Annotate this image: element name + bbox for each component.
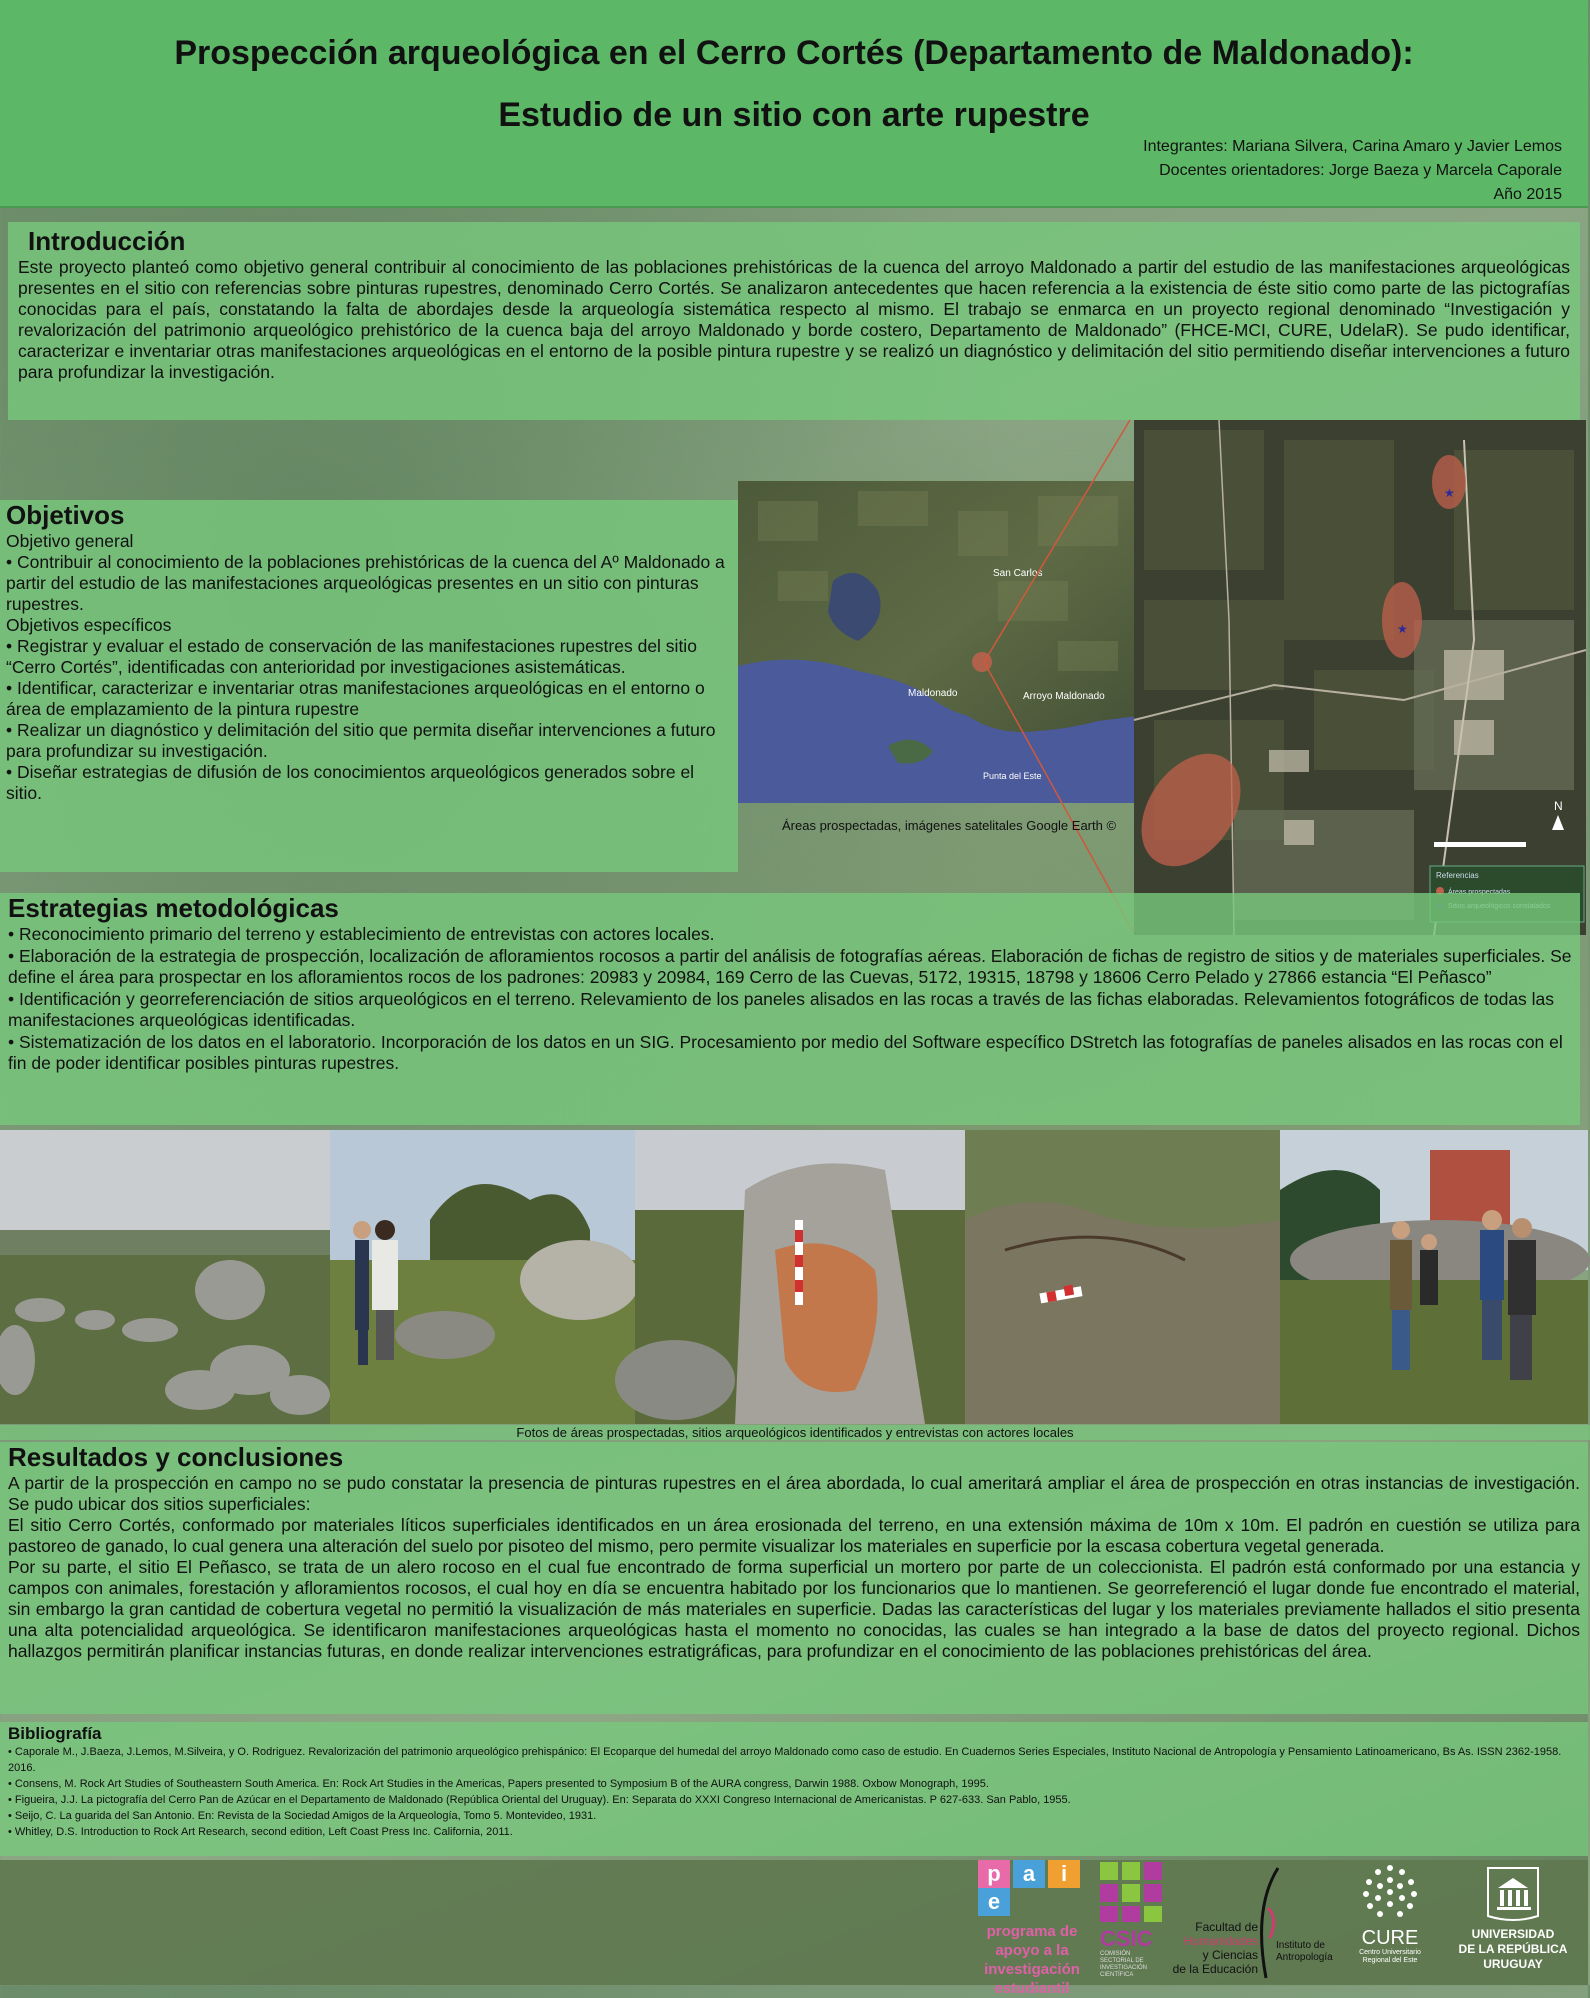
site-star-icon: ★ xyxy=(1397,622,1408,636)
paie-letter: a xyxy=(1013,1860,1045,1888)
bibliography-item: • Figueira, J.J. La pictografía del Cerro Pan de Azúcar en el Departamento de Maldonado (República Oriental del Uruguay). En: Separata do XXXI Congreso Internacional de Americanistas. P 627-633. San Pablo, 1955. xyxy=(8,1794,1071,1806)
photo-field-rocks xyxy=(0,1130,330,1424)
methods-heading: Estrategias metodológicas xyxy=(8,893,339,923)
intro-text: Este proyecto planteó como objetivo general contribuir al conocimiento de las poblaciones prehistóricas de la cuenca del arroyo Maldonado a partir del estudio de las manifestaciones arqueológicas presentes en el sitio con referencias sobre pinturas rupestres, denominado Cerro Cortés. Se analizaron antecedentes que hacen referencia a la existencia de éste sitio como parte de las pictografías conocidas para el país, constatando la falta de abordajes desde la arqueología sistemática respecto al mismo. El trabajo se enmarca en un proyecto regional denominado “Investigación y revalorización del patrimonio arqueológico prehistórico de la cuenca baja del arroyo Maldonado y borde costero, Departamento de Maldonado” (FHCE-MCI, CURE, UdelaR). Se pudo identificar, caracterizar e inventariar otras manifestaciones arqueológicas en el entorno de la posible pintura rupestre y se realizó un diagnóstico y delimitación del sitio permitiendo diseñar intervenciones a futuro para profundizar la investigación. xyxy=(18,257,1570,382)
method-item: • Identificación y georreferenciación de sitios arqueológicos en el terreno. Relevamiento de los paneles alisados en las rocas a través de las fichas elaboradas. Relevamientos fotográficos de todas las manifestaciones arqueológicas identificadas. xyxy=(8,988,1555,1030)
udelar-line2: DE LA REPÚBLICA xyxy=(1458,1942,1568,1956)
results-heading: Resultados y conclusiones xyxy=(8,1442,344,1472)
cure-logo xyxy=(1345,1862,1435,1965)
udelar-building-icon xyxy=(1484,1862,1542,1922)
docentes-text: Docentes orientadores: Jorge Baeza y Marcela Caporale xyxy=(1159,162,1562,179)
photo-painted-rock xyxy=(635,1130,965,1424)
bibliography-item: • Caporale M., J.Baeza, J.Lemos, M.Silveira, y O. Rodriguez. Revalorización del patrimonio arqueológico prehispánico: El Ecoparque del humedal del arroyo Maldonado como caso de estudio. En Cuadernos Series Especiales, Instituto Nacional de Antropología y Pensamiento Latinoamericano, Bs As. ISSN 2362-1958. 2016. xyxy=(8,1746,1562,1774)
detail-satellite-map xyxy=(1134,420,1586,935)
map-connector-lines xyxy=(980,420,1160,940)
scale-bar xyxy=(1434,842,1526,847)
instituto-text: Instituto de Antropología xyxy=(1276,1940,1333,1963)
fhce-line-c: y Ciencias xyxy=(1202,1948,1258,1962)
paie-letter: e xyxy=(978,1888,1010,1916)
bibliography-item: • Whitley, D.S. Introduction to Rock Art Research, second edition, Left Coast Press Inc. California, 2011. xyxy=(8,1826,513,1838)
fhce-line-a: Facultad de xyxy=(1195,1920,1258,1934)
results-paragraph: El sitio Cerro Cortés, conformado por materiales líticos superficiales identificados en un área erosionada del terreno, en una extensión máxima de 10m x 10m. El padrón en cuestión se utiliza para pastoreo de ganado, lo cual genera una alteración del suelo por pisoteo del mismo, pero permite visualizar los materiales en superficie por la escasa cobertura vegetal generada. xyxy=(8,1515,1580,1556)
cure-dots-icon xyxy=(1360,1862,1420,1922)
specific-objective-item: • Diseñar estrategias de difusión de los conocimientos arqueológicos generados sobre el sitio. xyxy=(6,762,695,803)
paie-letter: p xyxy=(978,1860,1010,1888)
footer-logos xyxy=(0,1860,1588,1997)
method-item: • Sistematización de los datos en el laboratorio. Incorporación de los datos en un SIG. Procesamiento por medio del Software específico DStretch las fotografías de paneles alisados en las rocas con el fin de poder identificar posibles pinturas rupestres. xyxy=(8,1031,1563,1073)
photos-caption: Fotos de áreas prospectadas, sitios arqueológicos identificados y entrevistas con actores locales xyxy=(0,1425,1590,1440)
general-objective-item: • Contribuir al conocimiento de la poblaciones prehistóricas de la cuenca del Aº Maldonado a partir del estudio de las manifestaciones arqueológicas presentes en un sitio con pinturas rupestres. xyxy=(6,552,725,614)
map-label-arroyo: Arroyo Maldonado xyxy=(1023,691,1105,702)
paie-letter: i xyxy=(1048,1860,1080,1888)
udelar-line1: UNIVERSIDAD xyxy=(1471,1927,1555,1941)
specific-objective-item: • Identificar, caracterizar e inventariar otras manifestaciones arqueológicas en el entorno o área de emplazamiento de la pintura rupestre xyxy=(6,678,705,719)
cure-name: CURE xyxy=(1361,1927,1419,1949)
csic-mark-icon xyxy=(1100,1862,1162,1922)
intro-section xyxy=(8,222,1580,420)
results-paragraph: A partir de la prospección en campo no se pudo constatar la presencia de pinturas rupestres en el área abordada, lo cual ameritará ampliar el área de prospección en otras instancias de investigación. Se pudo ubicar dos sitios superficiales: xyxy=(8,1473,1580,1514)
poster-title-line2: Estudio de un sitio con arte rupestre xyxy=(498,96,1090,134)
specific-objective-item: • Realizar un diagnóstico y delimitación del sitio que permita diseñar intervenciones a futuro para profundizar su investigación. xyxy=(6,720,716,761)
prospected-area-1 xyxy=(1432,455,1466,509)
map-caption: Áreas prospectadas, imágenes satelitales Google Earth © xyxy=(782,818,1117,833)
detail-map-image xyxy=(1134,420,1586,935)
photo-erosion-site xyxy=(965,1130,1280,1424)
bibliography-item: • Consens, M. Rock Art Studies of Southeastern South America. En: Rock Art Studies in the Americas, Papers presented to Symposium B of the AURA congress, Darwin 1988. Oxbow Monograph, 1995. xyxy=(8,1778,989,1790)
north-label: N xyxy=(1554,799,1563,813)
general-objective-label: Objetivo general xyxy=(6,531,134,551)
year-text: Año 2015 xyxy=(1493,186,1562,203)
csic-subtitle: COMISIÓN SECTORIAL DE INVESTIGACIÓN CIENTÍFICA xyxy=(1100,1951,1148,1978)
photo-interview xyxy=(1280,1130,1588,1424)
poster-title-line1: Prospección arqueológica en el Cerro Cortés (Departamento de Maldonado): xyxy=(174,34,1414,72)
specific-objectives-label: Objetivos específicos xyxy=(6,615,172,635)
results-paragraph: Por su parte, el sitio El Peñasco, se trata de un alero rocoso en el cual fue encontrado de forma superficial un mortero por parte de un coleccionista. El padrón está conformado por una estancia y campos con animales, forestación y afloramientos rocosos, el cual hoy en día se encuentra habitado por los funcionarios que lo mantienen. Se georreferenció el lugar donde fue encontrado el material, sin embargo la gran cantidad de cobertura vegetal no permitió la visualización de más materiales en superficie. Dadas las características del lugar y los materiales previamente hallados el sitio presenta una alta potencialidad arqueológica. Se identificaron manifestaciones arqueológicas hasta el momento no conocidas, las cuales se han integrado a la base de datos del proyecto regional. Dichos hallazgos permitirán planificar instancias futuras, en donde realizar intervenciones estratigráficas, para profundizar en el conocimiento de las poblaciones prehistóricas del área. xyxy=(8,1557,1580,1661)
prospected-area-2 xyxy=(1382,582,1422,658)
bibliography-heading: Bibliografía xyxy=(8,1724,102,1743)
method-item: • Elaboración de la estrategia de prospección, localización de afloramientos rocosos a partir del análisis de fotografías aéreas. Elaboración de fichas de registro de sitios y de materiales superficiales. Se define el área para prospectar en los afloramientos rocos de los padrones: 20983 y 20984, 169 Cerro de las Cuevas, 5172, 19315, 18798 y 18606 Cerro Pelado y 27866 estancia “El Peñasco” xyxy=(8,945,1572,987)
poster-header xyxy=(0,0,1588,208)
csic-name: CSIC xyxy=(1100,1926,1153,1951)
objectives-heading: Objetivos xyxy=(6,500,125,530)
intro-heading: Introducción xyxy=(28,226,186,256)
photo-field-survey xyxy=(330,1130,635,1424)
bibliography-section xyxy=(0,1722,1588,1856)
methods-section xyxy=(0,893,1580,1125)
cure-subtitle: Centro Universitario Regional del Este xyxy=(1359,1949,1421,1964)
method-item: • Reconocimiento primario del terreno y establecimiento de entrevistas con actores locales. xyxy=(8,924,715,944)
fhce-line-b: Humanidades xyxy=(1183,1934,1258,1948)
map-label-maldonado: Maldonado xyxy=(908,688,958,699)
udelar-logo xyxy=(1448,1862,1578,1972)
csic-logo xyxy=(1100,1862,1164,1979)
fhce-line-d: de la Educación xyxy=(1172,1962,1258,1976)
results-section xyxy=(0,1442,1588,1714)
map-label-punta: Punta del Este xyxy=(983,771,1042,781)
site-star-icon: ★ xyxy=(1444,486,1455,500)
legend-title: Referencias xyxy=(1436,871,1479,880)
fhce-logo xyxy=(1170,1868,1360,1983)
paie-text: programa de apoyo a la investigación estudiantil xyxy=(984,1923,1080,1997)
specific-objective-item: • Registrar y evaluar el estado de conservación de las manifestaciones rupestres del sitio “Cerro Cortés”, identificadas con anterioridad por investigaciones asistemáticas. xyxy=(6,636,697,677)
udelar-line3: URUGUAY xyxy=(1483,1957,1543,1971)
objectives-section xyxy=(0,500,738,872)
map-label-san-carlos: San Carlos xyxy=(993,568,1043,579)
bibliography-item: • Seijo, C. La guarida del San Antonio. En: Revista de la Sociedad Amigos de la Arqueología, Tomo 5. Montevideo, 1931. xyxy=(8,1810,597,1822)
integrantes-text: Integrantes: Mariana Silvera, Carina Amaro y Javier Lemos xyxy=(1143,138,1562,155)
paie-logo xyxy=(978,1860,1088,1998)
